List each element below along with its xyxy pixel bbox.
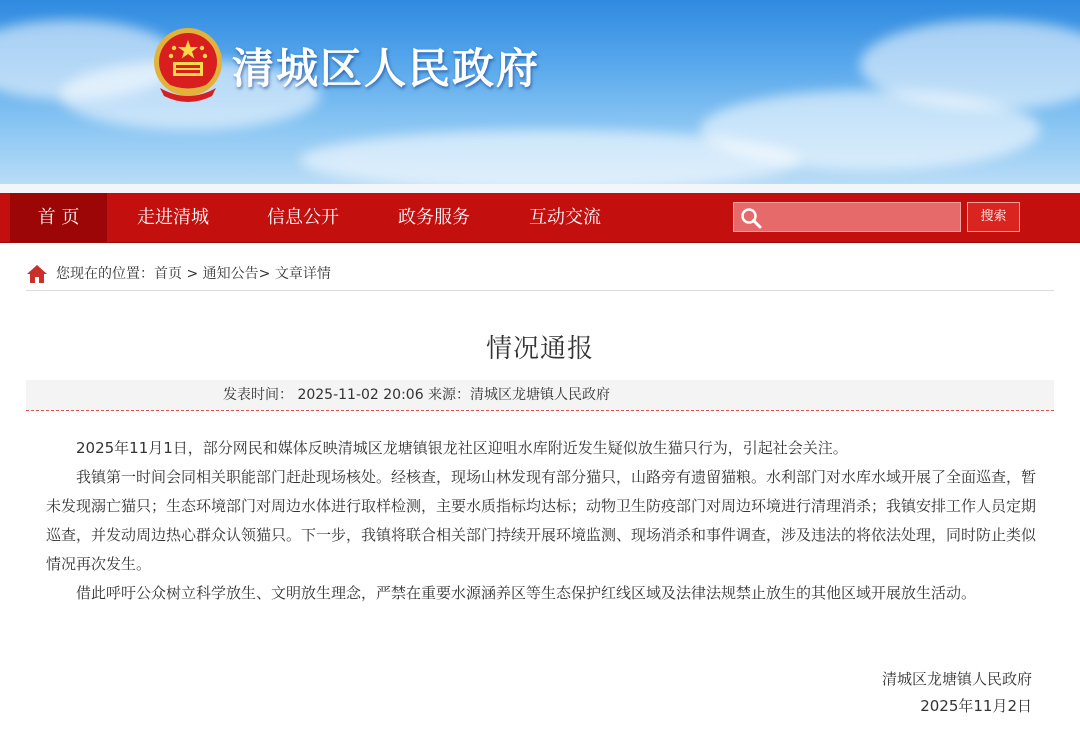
signature-date: 2025年11月2日 [920, 697, 1032, 715]
breadcrumb-current: 文章详情 [274, 266, 331, 282]
article-paragraph: 2025年11月1日，部分网民和媒体反映清城区龙塘镇银龙社区迎咀水库附近发生疑似放生猫只行为，引起社会关注。 [76, 439, 848, 457]
main-nav [0, 193, 1080, 243]
nav-item-home[interactable]: 首 页 [10, 193, 107, 242]
article-paragraph: 我镇第一时间会同相关职能部门赶赴现场核处。经核查，现场山林发现有部分猫只，山路旁有遗留猫粮。水利部门对水库水域开展了全面巡查，暂未发现溺亡猫只；生态环境部门对周边水体进行取样检测，主要水质指标均达标；动物卫生防疫部门对周边环境进行清理消杀；我镇安排工作人员定期巡查，并发动周边热心群众认领猫只。下一步，我镇将联合相关部门持续开展环境监测、现场消杀和事件调查，涉及违法的将依法处理，同时防止类似情况再次发生。 [46, 468, 1037, 573]
breadcrumb-separator: > [258, 266, 275, 282]
article-meta: 发表时间： 2025-11-02 20:06 来源：清城区龙塘镇人民政府 [223, 387, 611, 403]
site-title: 清城区人民政府 [232, 44, 541, 93]
breadcrumb-text [56, 262, 331, 286]
breadcrumb-separator: > [182, 266, 203, 282]
nav-item-interaction[interactable]: 互动交流 [529, 207, 601, 228]
header-banner [0, 0, 1080, 184]
search-icon [740, 207, 762, 229]
article-title: 情况通报 [485, 334, 594, 364]
breadcrumb-home-link[interactable]: 首页 [154, 266, 182, 282]
article-meta-bar [26, 380, 1054, 411]
article-content [46, 434, 1036, 608]
article-signature [882, 665, 1032, 721]
breadcrumb [26, 262, 1054, 291]
nav-item-info-disclosure[interactable]: 信息公开 [267, 207, 339, 228]
nav-item-government-services[interactable]: 政务服务 [398, 207, 470, 228]
breadcrumb-prefix: 您现在的位置： [56, 266, 154, 282]
signature-org: 清城区龙塘镇人民政府 [881, 670, 1032, 688]
cloud-decoration [300, 130, 800, 184]
article-paragraph: 借此呼吁公众树立科学放生、文明放生理念，严禁在重要水源涵养区等生态保护红线区域及法律法规禁止放生的其他区域开展放生活动。 [76, 584, 977, 602]
nav-item-about[interactable]: 走进清城 [137, 207, 209, 228]
national-emblem-icon [150, 26, 226, 106]
search-box [733, 202, 961, 232]
home-icon [26, 264, 48, 284]
breadcrumb-section-link[interactable]: 通知公告 [202, 266, 259, 282]
search-button[interactable]: 搜索 [967, 202, 1020, 232]
search-input[interactable] [768, 207, 958, 229]
